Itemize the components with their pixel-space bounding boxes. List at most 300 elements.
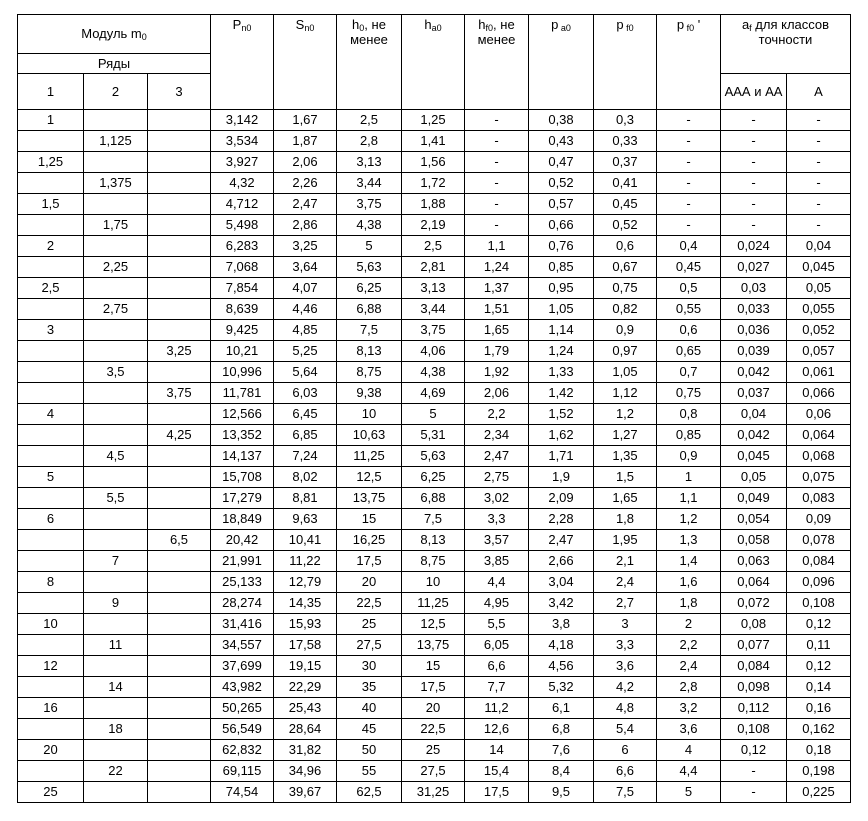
table-cell: 6,6	[594, 761, 657, 782]
table-cell: 2,1	[594, 551, 657, 572]
table-row	[18, 257, 851, 278]
af-header: af для классов точности	[721, 15, 851, 74]
table-cell: 3,02	[465, 488, 529, 509]
table-cell: 6	[18, 509, 84, 530]
table-cell: 0,33	[594, 131, 657, 152]
table-cell: 1,67	[274, 110, 337, 131]
table-cell: 0,042	[721, 425, 787, 446]
table-cell: 1,5	[594, 467, 657, 488]
table-row	[18, 782, 851, 803]
table-cell	[148, 488, 211, 509]
table-cell: 17,58	[274, 635, 337, 656]
table-cell: 22,29	[274, 677, 337, 698]
table-cell: 17,5	[402, 677, 465, 698]
table-cell	[148, 572, 211, 593]
table-cell: 17,5	[465, 782, 529, 803]
table-cell: 0,052	[787, 320, 851, 341]
table-cell: 17,279	[211, 488, 274, 509]
table-cell: 1	[657, 467, 721, 488]
table-cell: 0,55	[657, 299, 721, 320]
module-parameters-table	[17, 14, 851, 803]
table-cell: 30	[337, 656, 402, 677]
table-cell: 3,75	[148, 383, 211, 404]
table-cell: 6,88	[337, 299, 402, 320]
table-cell: 3,534	[211, 131, 274, 152]
table-cell: 8,75	[402, 551, 465, 572]
table-row	[18, 593, 851, 614]
table-cell: 6,45	[274, 404, 337, 425]
table-cell	[18, 530, 84, 551]
table-cell: 10	[402, 572, 465, 593]
table-cell: 7,24	[274, 446, 337, 467]
table-cell: 4,25	[148, 425, 211, 446]
table-cell: 14	[84, 677, 148, 698]
table-cell: -	[787, 152, 851, 173]
table-cell: 8,13	[337, 341, 402, 362]
table-cell: 0,67	[594, 257, 657, 278]
table-row	[18, 614, 851, 635]
table-cell: 5,63	[337, 257, 402, 278]
table-cell: 3,04	[529, 572, 594, 593]
table-cell	[84, 425, 148, 446]
table-row	[18, 740, 851, 761]
table-cell: 0,14	[787, 677, 851, 698]
table-cell: 0,7	[657, 362, 721, 383]
table-cell: 3,6	[594, 656, 657, 677]
table-cell: 3,13	[337, 152, 402, 173]
table-row	[18, 236, 851, 257]
table-cell: 1,24	[529, 341, 594, 362]
table-cell	[18, 719, 84, 740]
table-cell: 3,25	[274, 236, 337, 257]
table-cell: 3,64	[274, 257, 337, 278]
table-cell: 4,712	[211, 194, 274, 215]
table-row	[18, 509, 851, 530]
table-cell: 0,4	[657, 236, 721, 257]
table-cell	[148, 320, 211, 341]
table-cell: 0,75	[594, 278, 657, 299]
table-cell: 6,6	[465, 656, 529, 677]
table-cell: 10,41	[274, 530, 337, 551]
table-cell: 2,81	[402, 257, 465, 278]
h0-header: h0, не менее	[337, 15, 402, 110]
table-cell: 2,75	[84, 299, 148, 320]
table-row	[18, 656, 851, 677]
table-cell: 0,6	[594, 236, 657, 257]
table-cell: 1,92	[465, 362, 529, 383]
table-cell: 4,18	[529, 635, 594, 656]
table-cell: 1,8	[594, 509, 657, 530]
table-row	[18, 446, 851, 467]
table-cell: 2,5	[18, 278, 84, 299]
table-row	[18, 719, 851, 740]
table-cell: -	[657, 110, 721, 131]
table-cell: 8,639	[211, 299, 274, 320]
table-cell: 0,198	[787, 761, 851, 782]
table-cell: 3,3	[465, 509, 529, 530]
table-cell: 12,566	[211, 404, 274, 425]
table-cell: -	[465, 194, 529, 215]
table-cell: 0,97	[594, 341, 657, 362]
table-cell: 37,699	[211, 656, 274, 677]
table-cell: 0,9	[657, 446, 721, 467]
table-cell: 2,09	[529, 488, 594, 509]
table-cell: 15,4	[465, 761, 529, 782]
table-cell: 0,12	[787, 614, 851, 635]
table-cell: 0,08	[721, 614, 787, 635]
table-cell: 0,18	[787, 740, 851, 761]
table-cell: 69,115	[211, 761, 274, 782]
table-cell: 3,75	[337, 194, 402, 215]
table-cell: 0,45	[594, 194, 657, 215]
table-cell	[84, 110, 148, 131]
table-cell	[84, 278, 148, 299]
table-cell: -	[465, 131, 529, 152]
table-cell: 5,32	[529, 677, 594, 698]
table-cell: 2,28	[529, 509, 594, 530]
table-cell	[84, 467, 148, 488]
row-1-header: 1	[18, 74, 84, 110]
table-cell: 8,13	[402, 530, 465, 551]
table-cell: 2,4	[594, 572, 657, 593]
table-cell: 25	[402, 740, 465, 761]
table-cell: 0,098	[721, 677, 787, 698]
table-cell: 1,87	[274, 131, 337, 152]
table-cell: 2	[18, 236, 84, 257]
table-cell: 4,46	[274, 299, 337, 320]
table-cell: 2,4	[657, 656, 721, 677]
table-cell: -	[787, 173, 851, 194]
table-row	[18, 320, 851, 341]
table-cell	[84, 320, 148, 341]
table-cell: 1,05	[529, 299, 594, 320]
pf0-header: p f0	[594, 15, 657, 110]
table-cell: 4	[18, 404, 84, 425]
table-cell: 28,274	[211, 593, 274, 614]
table-cell: 1,62	[529, 425, 594, 446]
table-cell: 2,25	[84, 257, 148, 278]
table-cell: 0,66	[529, 215, 594, 236]
table-cell	[18, 341, 84, 362]
table-cell: 0,068	[787, 446, 851, 467]
table-cell: 27,5	[402, 761, 465, 782]
table-cell: 6,03	[274, 383, 337, 404]
table-cell: 31,25	[402, 782, 465, 803]
table-cell: 20	[18, 740, 84, 761]
table-cell: 62,5	[337, 782, 402, 803]
table-cell: 1,6	[657, 572, 721, 593]
table-cell: 0,072	[721, 593, 787, 614]
table-cell	[148, 656, 211, 677]
table-cell: 5,5	[84, 488, 148, 509]
table-cell: 5	[18, 467, 84, 488]
table-cell: 25	[337, 614, 402, 635]
table-cell: 25	[18, 782, 84, 803]
table-cell: 2,06	[465, 383, 529, 404]
table-cell: 1,65	[465, 320, 529, 341]
table-cell	[148, 446, 211, 467]
table-cell: 5,4	[594, 719, 657, 740]
ha0-header: ha0	[402, 15, 465, 110]
table-cell: 5,25	[274, 341, 337, 362]
table-cell: 1,51	[465, 299, 529, 320]
table-cell: 0,12	[787, 656, 851, 677]
row-3-header: 3	[148, 74, 211, 110]
table-cell	[84, 782, 148, 803]
table-row	[18, 677, 851, 698]
table-cell: 3,2	[657, 698, 721, 719]
table-cell: 9,38	[337, 383, 402, 404]
table-cell: 14,137	[211, 446, 274, 467]
table-cell: 0,039	[721, 341, 787, 362]
table-cell: 7	[84, 551, 148, 572]
table-cell	[148, 593, 211, 614]
table-cell: 2,86	[274, 215, 337, 236]
table-cell: 1,24	[465, 257, 529, 278]
table-cell: 1,72	[402, 173, 465, 194]
table-cell: 0,066	[787, 383, 851, 404]
table-cell: 2,8	[337, 131, 402, 152]
table-cell: 0,027	[721, 257, 787, 278]
table-cell: 1,2	[594, 404, 657, 425]
table-cell: 4,5	[84, 446, 148, 467]
table-cell: 16	[18, 698, 84, 719]
table-cell: 0,045	[721, 446, 787, 467]
table-cell	[148, 698, 211, 719]
table-cell: 0,6	[657, 320, 721, 341]
table-cell	[84, 152, 148, 173]
table-cell	[18, 257, 84, 278]
table-cell	[18, 593, 84, 614]
table-cell: 0,061	[787, 362, 851, 383]
table-cell: 74,54	[211, 782, 274, 803]
table-cell: 4,07	[274, 278, 337, 299]
table-cell: 0,078	[787, 530, 851, 551]
table-cell: 0,036	[721, 320, 787, 341]
table-cell: 4,95	[465, 593, 529, 614]
table-cell: 3,25	[148, 341, 211, 362]
table-cell: 13,75	[402, 635, 465, 656]
table-cell: 4,56	[529, 656, 594, 677]
table-cell: 0,055	[787, 299, 851, 320]
table-row	[18, 110, 851, 131]
table-cell: 4,38	[337, 215, 402, 236]
table-cell: 1,3	[657, 530, 721, 551]
table-cell: 27,5	[337, 635, 402, 656]
table-cell	[148, 257, 211, 278]
table-cell: 1,25	[402, 110, 465, 131]
table-cell: 0,083	[787, 488, 851, 509]
hf0-header: hf0, не менее	[465, 15, 529, 110]
table-cell: 14	[465, 740, 529, 761]
table-cell: 0,045	[787, 257, 851, 278]
table-cell: 5	[402, 404, 465, 425]
table-cell: 2,2	[657, 635, 721, 656]
table-row	[18, 194, 851, 215]
sn0-header: Sn0	[274, 15, 337, 110]
table-cell: 7,5	[594, 782, 657, 803]
table-cell: 4,38	[402, 362, 465, 383]
class-a-header: А	[787, 74, 851, 110]
table-cell: 2,5	[402, 236, 465, 257]
table-row	[18, 488, 851, 509]
table-cell: 3	[594, 614, 657, 635]
table-cell: 12,5	[402, 614, 465, 635]
table-cell: 5,5	[465, 614, 529, 635]
table-cell: 10,21	[211, 341, 274, 362]
table-cell: 1,14	[529, 320, 594, 341]
table-cell	[84, 530, 148, 551]
table-cell: 12	[18, 656, 84, 677]
table-cell: 18	[84, 719, 148, 740]
table-cell	[148, 467, 211, 488]
table-cell: 0,042	[721, 362, 787, 383]
table-cell: 31,416	[211, 614, 274, 635]
table-row	[18, 152, 851, 173]
table-cell: 4,69	[402, 383, 465, 404]
table-cell: 22,5	[402, 719, 465, 740]
table-cell: 2,75	[465, 467, 529, 488]
table-cell: 0,57	[529, 194, 594, 215]
table-cell	[84, 698, 148, 719]
table-cell	[148, 362, 211, 383]
table-cell	[148, 173, 211, 194]
table-cell	[84, 194, 148, 215]
table-row	[18, 383, 851, 404]
table-cell: 0,04	[721, 404, 787, 425]
table-cell: 11,25	[402, 593, 465, 614]
table-cell: 1,5	[18, 194, 84, 215]
table-cell: 7,6	[529, 740, 594, 761]
table-cell	[148, 719, 211, 740]
table-cell	[84, 383, 148, 404]
table-cell: 1,52	[529, 404, 594, 425]
table-cell: 4,2	[594, 677, 657, 698]
table-row	[18, 551, 851, 572]
table-cell: 0,084	[721, 656, 787, 677]
table-cell: -	[787, 194, 851, 215]
table-cell: 6,8	[529, 719, 594, 740]
pa0-header: p a0	[529, 15, 594, 110]
table-cell	[148, 131, 211, 152]
table-cell	[18, 215, 84, 236]
table-row	[18, 131, 851, 152]
table-cell: 9,5	[529, 782, 594, 803]
row-2-header: 2	[84, 74, 148, 110]
table-cell: 1,125	[84, 131, 148, 152]
table-cell: 0,09	[787, 509, 851, 530]
table-row	[18, 299, 851, 320]
table-cell: 7,7	[465, 677, 529, 698]
table-cell: 0,03	[721, 278, 787, 299]
table-cell: 0,43	[529, 131, 594, 152]
table-cell: 4	[657, 740, 721, 761]
table-cell: -	[657, 194, 721, 215]
table-cell	[148, 635, 211, 656]
table-cell: 2,34	[465, 425, 529, 446]
table-cell	[18, 383, 84, 404]
table-cell: 13,75	[337, 488, 402, 509]
table-cell: 1,41	[402, 131, 465, 152]
table-cell: 18,849	[211, 509, 274, 530]
table-row	[18, 698, 851, 719]
table-cell: 20	[337, 572, 402, 593]
table-cell: 3,927	[211, 152, 274, 173]
table-cell: 8,02	[274, 467, 337, 488]
table-cell: 0,95	[529, 278, 594, 299]
table-row	[18, 635, 851, 656]
table-cell: 22,5	[337, 593, 402, 614]
table-cell: 3,42	[529, 593, 594, 614]
table-cell: -	[657, 215, 721, 236]
table-cell: 0,049	[721, 488, 787, 509]
table-cell	[18, 446, 84, 467]
table-cell	[148, 404, 211, 425]
table-cell: 0,47	[529, 152, 594, 173]
table-row	[18, 530, 851, 551]
table-cell	[148, 215, 211, 236]
table-cell: 0,75	[657, 383, 721, 404]
table-cell: 3,6	[657, 719, 721, 740]
table-cell	[84, 509, 148, 530]
table-cell: 0,65	[657, 341, 721, 362]
table-cell: 6,85	[274, 425, 337, 446]
table-cell: 0,225	[787, 782, 851, 803]
table-cell	[148, 194, 211, 215]
pn0-header: Pn0	[211, 15, 274, 110]
table-cell	[84, 656, 148, 677]
table-cell: 1,27	[594, 425, 657, 446]
table-cell: 17,5	[337, 551, 402, 572]
table-cell: 25,133	[211, 572, 274, 593]
table-row	[18, 215, 851, 236]
table-cell: 11	[84, 635, 148, 656]
table-cell: 0,063	[721, 551, 787, 572]
table-cell: 43,982	[211, 677, 274, 698]
table-cell: 0,108	[787, 593, 851, 614]
table-cell: 22	[84, 761, 148, 782]
table-cell: 0,11	[787, 635, 851, 656]
table-cell: 45	[337, 719, 402, 740]
table-cell: 5,498	[211, 215, 274, 236]
table-cell	[148, 278, 211, 299]
table-cell: 5,31	[402, 425, 465, 446]
table-cell: -	[721, 173, 787, 194]
table-cell: 1,35	[594, 446, 657, 467]
table-cell	[84, 341, 148, 362]
table-cell	[18, 677, 84, 698]
table-cell	[18, 488, 84, 509]
table-cell: 9	[84, 593, 148, 614]
table-cell: 11,781	[211, 383, 274, 404]
table-cell	[18, 173, 84, 194]
table-cell: 3,57	[465, 530, 529, 551]
table-cell: 13,352	[211, 425, 274, 446]
table-cell: -	[465, 110, 529, 131]
table-cell: 50	[337, 740, 402, 761]
table-cell: -	[721, 215, 787, 236]
table-cell: -	[787, 110, 851, 131]
table-cell: 0,084	[787, 551, 851, 572]
table-cell: 0,52	[594, 215, 657, 236]
table-cell: 2	[657, 614, 721, 635]
table-cell: 6,1	[529, 698, 594, 719]
table-cell: 50,265	[211, 698, 274, 719]
table-cell: 19,15	[274, 656, 337, 677]
table-cell: 6,05	[465, 635, 529, 656]
table-cell: 12,79	[274, 572, 337, 593]
table-cell: 21,991	[211, 551, 274, 572]
